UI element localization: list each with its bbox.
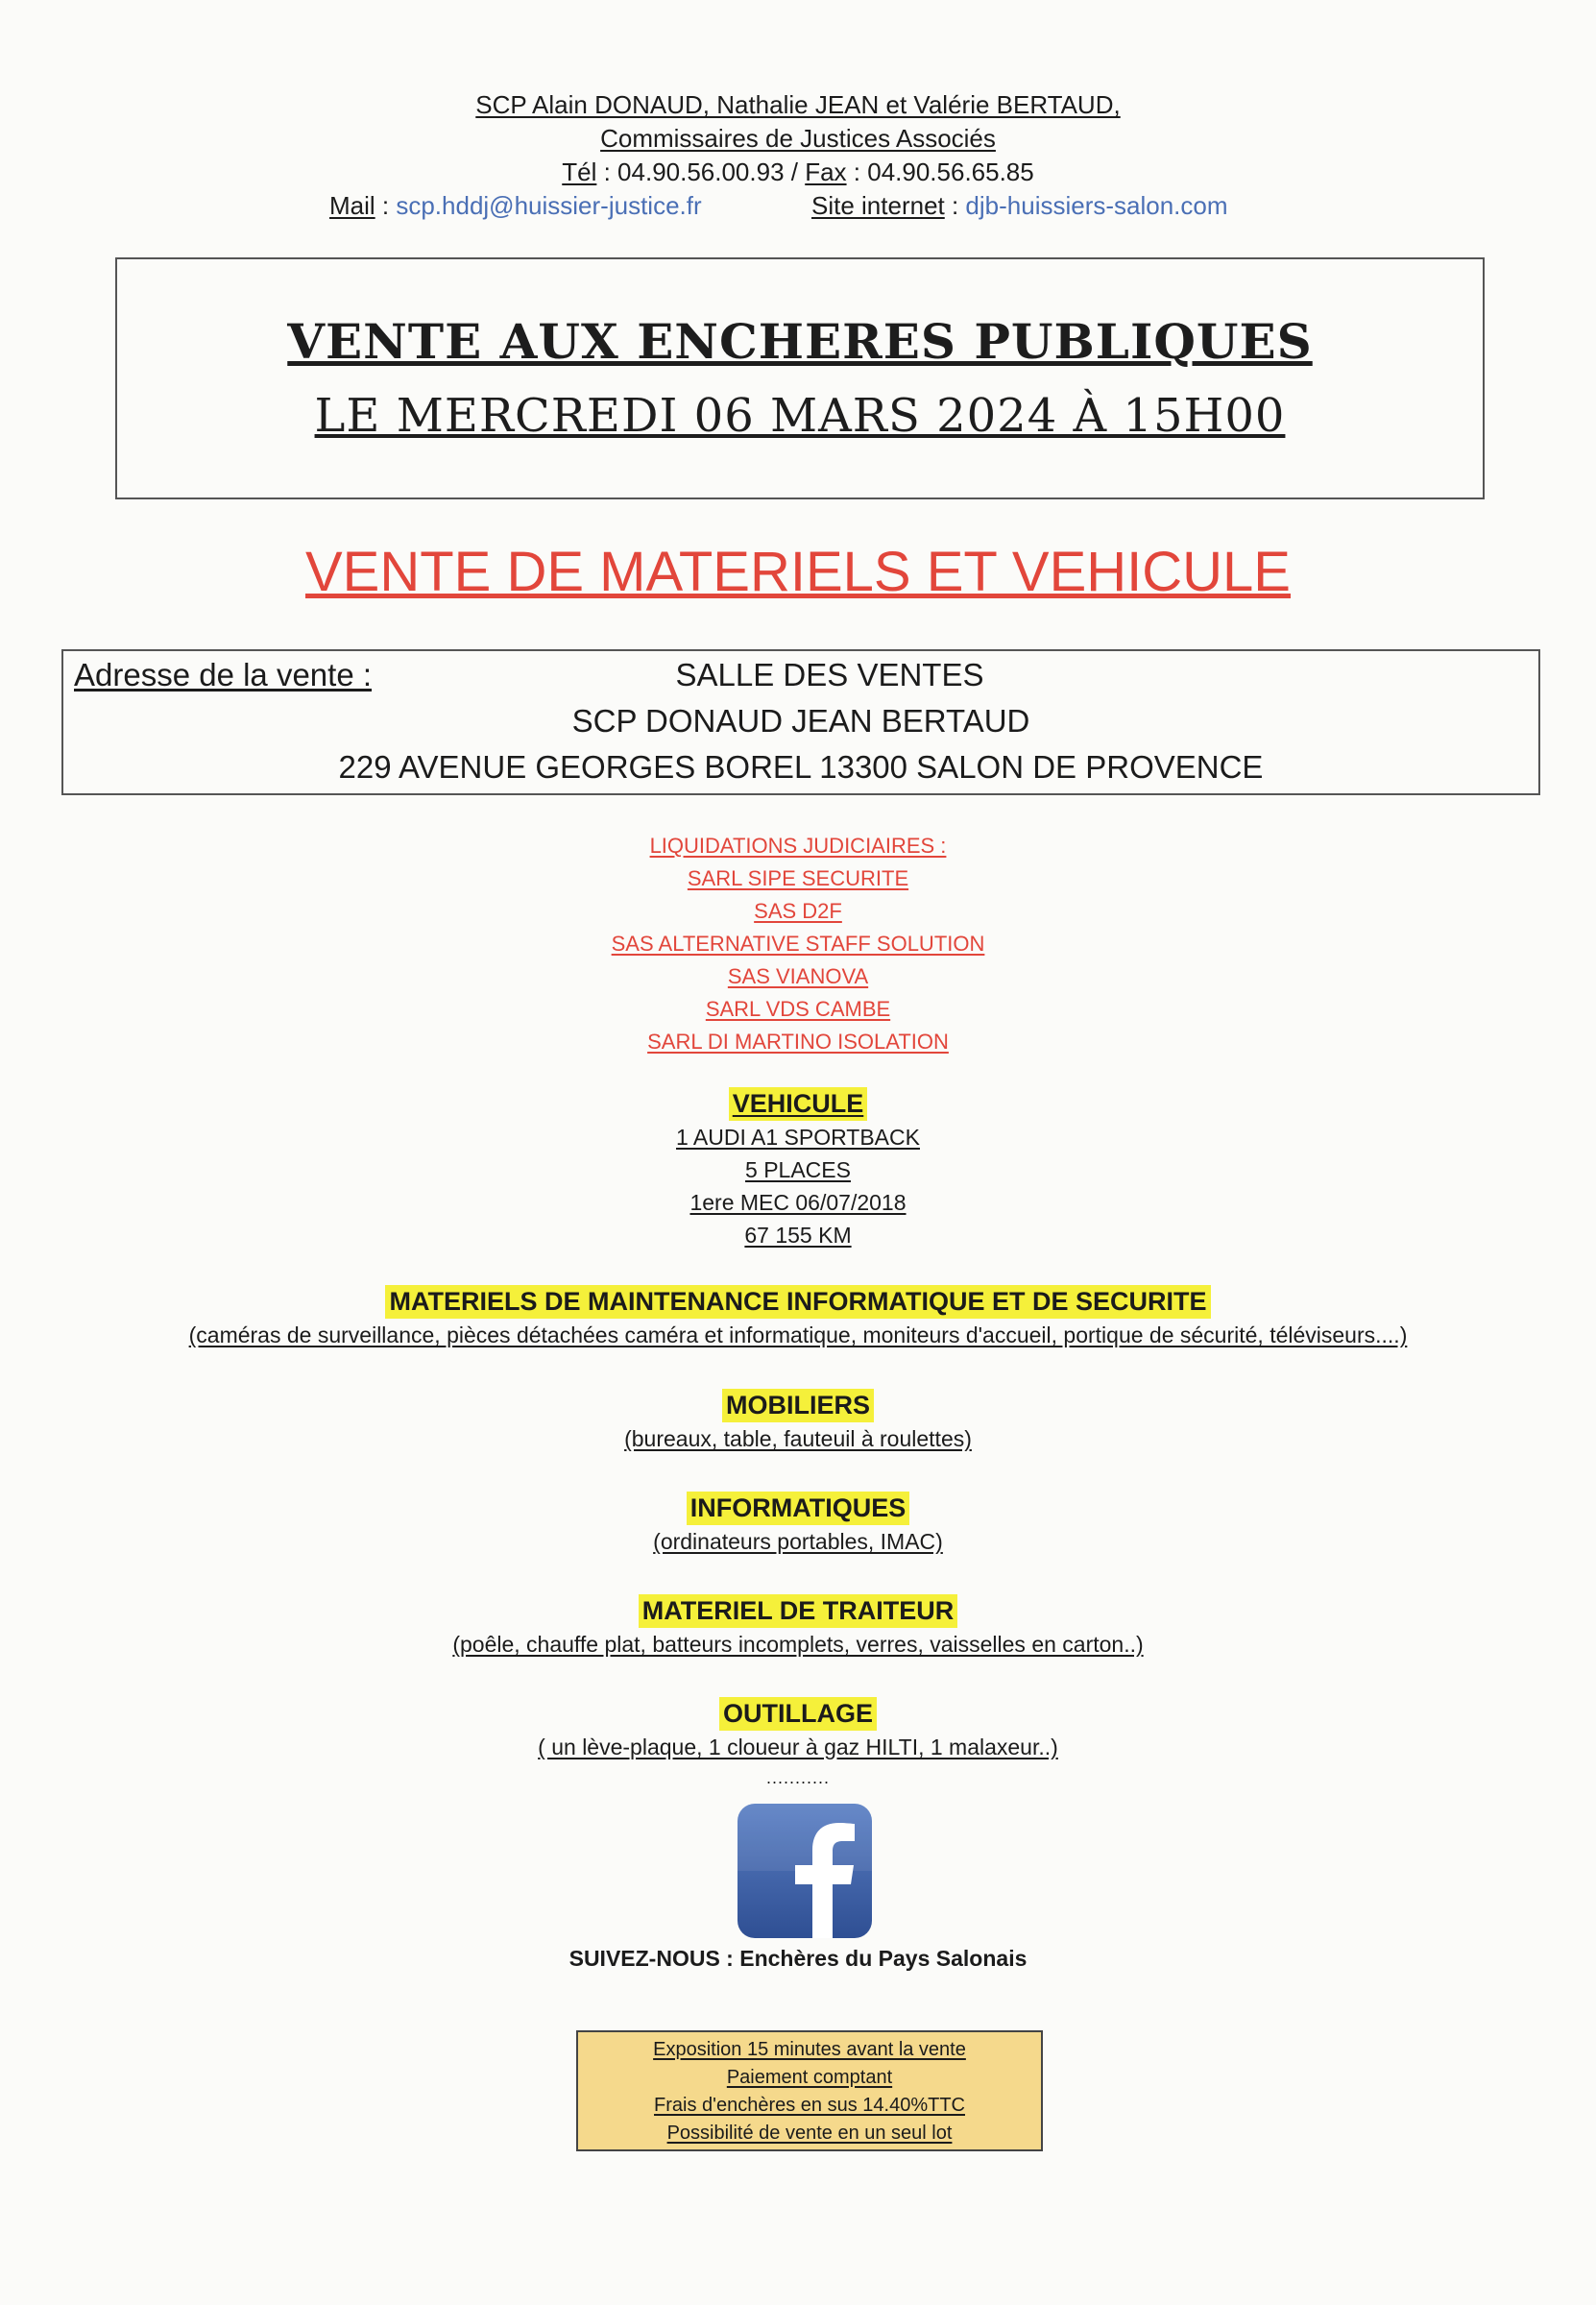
web-link[interactable]: djb-huissiers-salon.com [965, 191, 1228, 220]
section-body: ( un lève-plaque, 1 cloueur à gaz HILTI, 1 malaxeur..) [538, 1735, 1058, 1759]
liquidations-list [0, 830, 1596, 1058]
address-line-3: 229 AVENUE GEORGES BOREL 13300 SALON DE PROVENCE [338, 749, 1264, 785]
mail-label: Mail [329, 191, 375, 220]
address-label: Adresse de la vente : [74, 657, 373, 692]
address-line-1: SALLE DES VENTES [675, 657, 984, 692]
info-line: Frais d'enchères en sus 14.40%TTC [654, 2095, 965, 2116]
list-item: SARL VDS CAMBE [705, 997, 891, 1021]
fax-label: Fax [805, 158, 847, 186]
section-body: (ordinateurs portables, IMAC) [653, 1529, 943, 1554]
info-box [576, 2030, 1043, 2151]
list-item: SAS D2F [754, 899, 842, 923]
tel-number: : 04.90.56.00.93 / [596, 158, 806, 186]
facebook-glyph [738, 1804, 872, 1938]
section-maintenance [0, 1285, 1596, 1351]
web-part [811, 189, 1228, 223]
web-sep: : [944, 191, 966, 220]
tel-label: Tél [562, 158, 597, 186]
list-item: SAS VIANOVA [727, 964, 869, 988]
liquidations-heading: LIQUIDATIONS JUDICIAIRES : [649, 834, 947, 858]
section-heading: MATERIELS DE MAINTENANCE INFORMATIQUE ET DE SECURITE [385, 1285, 1210, 1319]
dots-separator: ........... [765, 1768, 830, 1787]
vehicule-section [0, 1087, 1596, 1251]
follow-text: : Enchères du Pays Salonais [719, 1946, 1028, 1971]
vehicule-line: 5 PLACES [745, 1157, 851, 1182]
follow-us [0, 1946, 1596, 1972]
vehicule-line: 1 AUDI A1 SPORTBACK [676, 1125, 920, 1150]
list-item: SAS ALTERNATIVE STAFF SOLUTION [611, 932, 985, 956]
title-box [115, 257, 1485, 499]
firm-name: SCP Alain DONAUD, Nathalie JEAN et Valérie BERTAUD, [475, 90, 1121, 119]
section-heading: INFORMATIQUES [687, 1492, 910, 1525]
list-item: SARL DI MARTINO ISOLATION [647, 1030, 949, 1054]
section-heading: OUTILLAGE [719, 1697, 877, 1731]
section-body: (poêle, chauffe plat, batteurs incomplets, verres, vaisselles en carton..) [452, 1632, 1144, 1657]
fax-number: : 04.90.56.65.85 [846, 158, 1034, 186]
section-informatiques [0, 1492, 1596, 1558]
web-label: Site internet [811, 191, 945, 220]
section-heading: MOBILIERS [722, 1389, 874, 1422]
mail-sep: : [375, 191, 397, 220]
contact-line [0, 189, 1596, 223]
header [0, 88, 1596, 223]
info-line: Exposition 15 minutes avant la vente [653, 2039, 966, 2060]
list-item: SARL SIPE SECURITE [687, 866, 909, 890]
firm-subtitle: Commissaires de Justices Associés [600, 124, 996, 153]
follow-label: SUIVEZ-NOUS [568, 1946, 720, 1971]
section-body: (bureaux, table, fauteuil à roulettes) [624, 1426, 972, 1451]
section-mobiliers [0, 1389, 1596, 1455]
vehicule-heading: VEHICULE [729, 1087, 868, 1121]
section-traiteur [0, 1594, 1596, 1661]
mail-link[interactable]: scp.hddj@huissier-justice.fr [396, 191, 702, 220]
info-line: Possibilité de vente en un seul lot [666, 2123, 953, 2144]
section-outillage [0, 1697, 1596, 1763]
facebook-icon[interactable] [738, 1804, 872, 1938]
address-line-2: SCP DONAUD JEAN BERTAUD [571, 703, 1030, 739]
vehicule-line: 1ere MEC 06/07/2018 [689, 1190, 907, 1215]
address-box [61, 649, 1540, 795]
info-line: Paiement comptant [726, 2067, 893, 2088]
auction-date: LE MERCREDI 06 MARS 2024 À 15H00 [314, 389, 1286, 443]
phone-line [0, 156, 1596, 189]
section-heading: MATERIEL DE TRAITEUR [639, 1594, 958, 1628]
sale-title: VENTE DE MATERIELS ET VEHICULE [305, 541, 1291, 603]
auction-title: VENTE AUX ENCHERES PUBLIQUES [287, 313, 1313, 370]
vehicule-line: 67 155 KM [744, 1223, 852, 1248]
mail-part [329, 189, 702, 223]
section-body: (caméras de surveillance, pièces détachées caméra et informatique, moniteurs d'accueil, portique de sécurité, téléviseurs....) [188, 1322, 1408, 1347]
